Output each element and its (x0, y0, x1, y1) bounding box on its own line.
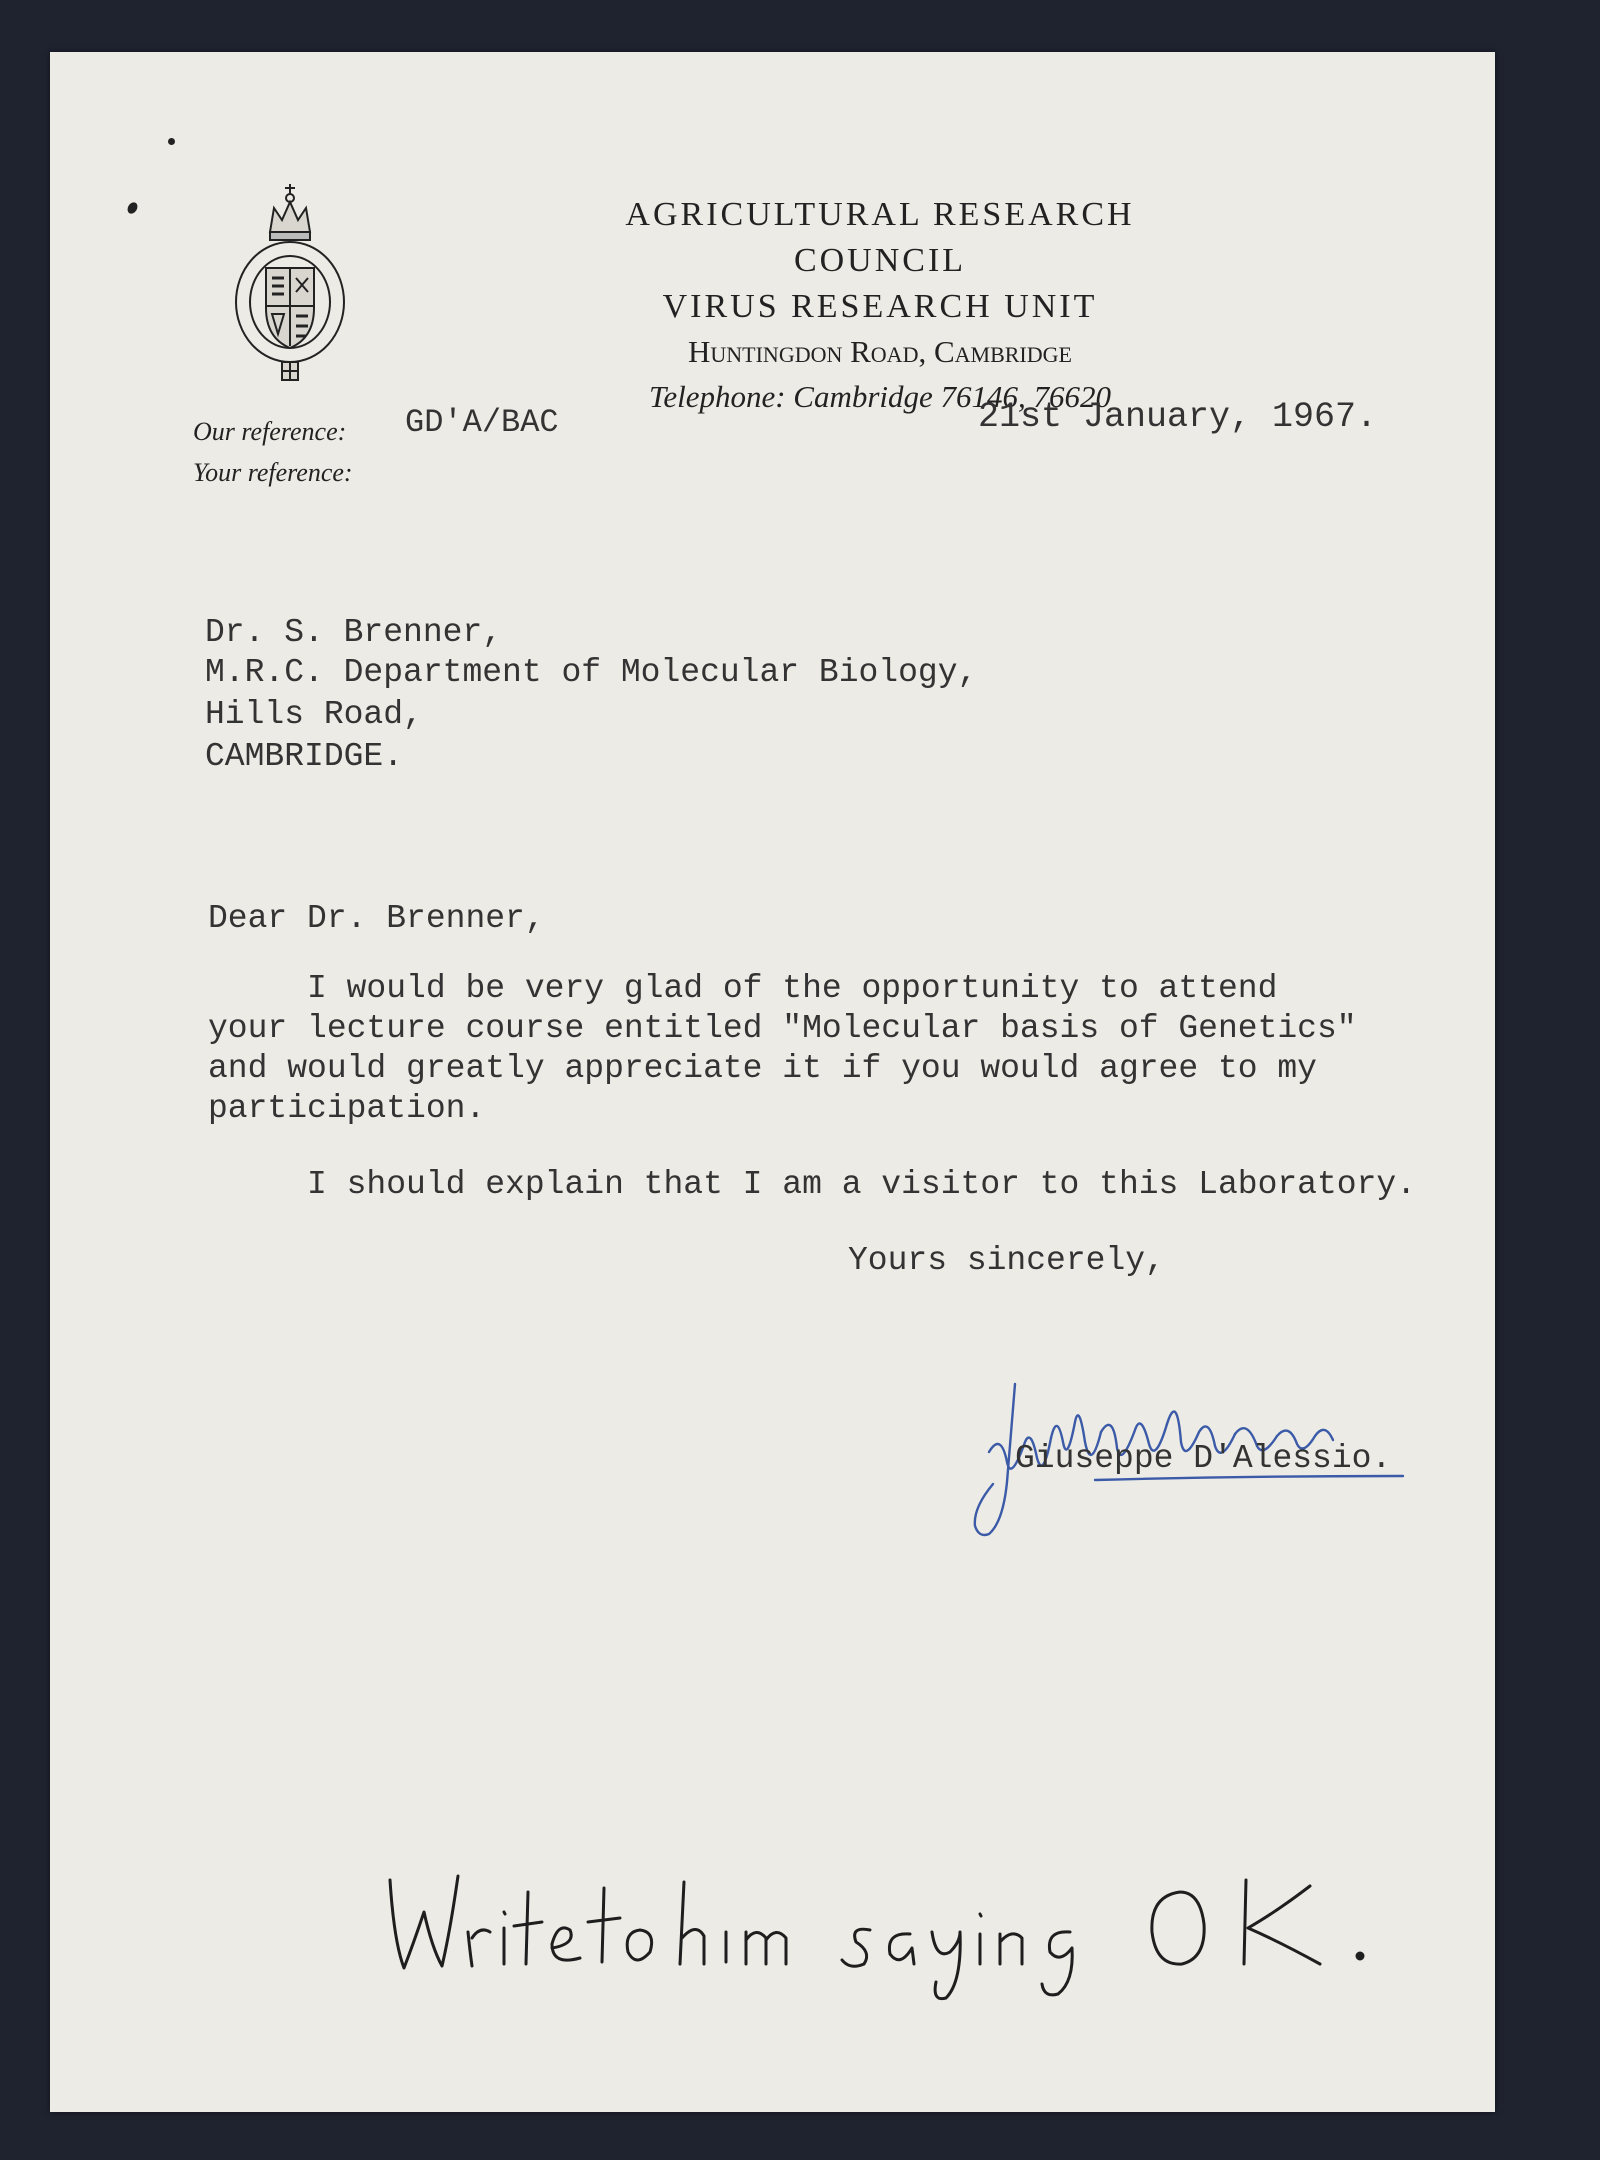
closing: Yours sincerely, (848, 1242, 1165, 1279)
body-p1-line-3: and would greatly appreciate it if you would agree to my (208, 1050, 1317, 1087)
letterhead-address (570, 330, 1190, 374)
recipient-line-2: M.R.C. Department of Molecular Biology, (205, 654, 978, 691)
letterhead-council: AGRICULTURAL RESEARCH COUNCIL (625, 196, 1135, 279)
paper-speck (168, 138, 175, 145)
our-reference-value: GD'A/BAC (405, 404, 559, 441)
signatory-name: Giuseppe D'Alessio. (1015, 1440, 1392, 1477)
letterhead-telephone: Telephone: Cambridge 76146, 76620 (648, 379, 1112, 414)
handwritten-note (380, 1852, 1430, 2002)
letterhead-unit: VIRUS RESEARCH UNIT (662, 288, 1098, 325)
recipient-line-4: CAMBRIDGE. (205, 738, 404, 775)
letter-page (50, 52, 1495, 2112)
recipient-line-3: Hills Road, (205, 696, 423, 733)
body-p1-line-2: your lecture course entitled "Molecular basis of Genetics" (208, 1010, 1357, 1047)
letterhead (570, 192, 1190, 420)
recipient-line-1: Dr. S. Brenner, (205, 614, 503, 651)
letter-date: 21st January, 1967. (978, 397, 1378, 437)
royal-crest-icon (230, 174, 350, 414)
paper-speck (126, 201, 140, 216)
your-reference-label: Your reference: (193, 458, 353, 487)
letterhead-address-text: Huntingdon Road, Cambridge (688, 334, 1072, 369)
body-p2-line-1: I should explain that I am a visitor to this Laboratory. (208, 1166, 1416, 1203)
salutation: Dear Dr. Brenner, (208, 900, 545, 937)
body-p1-line-1: I would be very glad of the opportunity to attend (208, 970, 1278, 1007)
body-p1-line-4: participation. (208, 1090, 486, 1127)
our-reference-label: Our reference: (193, 417, 347, 446)
